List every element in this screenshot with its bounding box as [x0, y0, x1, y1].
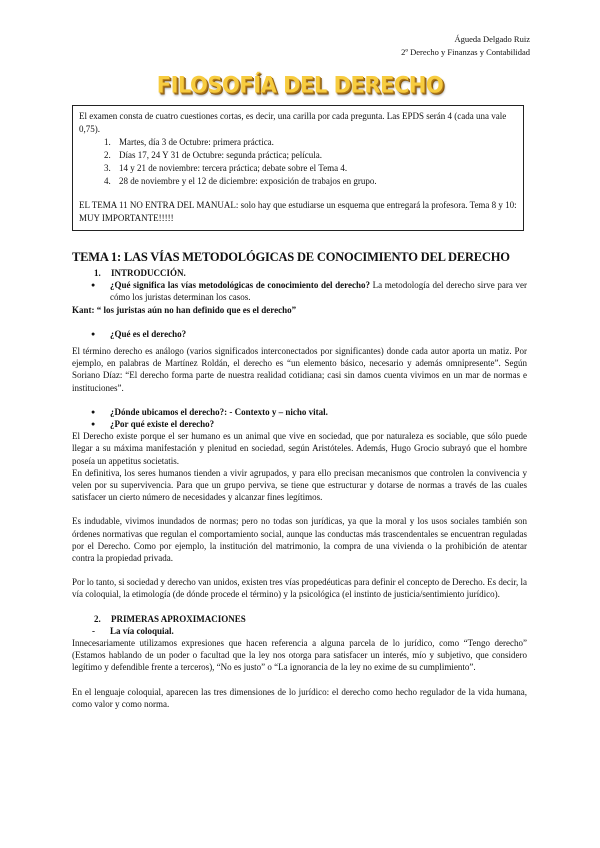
title-part-3: DERECHO: [333, 72, 444, 98]
question-text: ¿Por qué existe el derecho?: [110, 419, 215, 430]
answer-text: La metodología del derecho sirve para ver cómo los juristas determinan los casos.: [110, 280, 527, 303]
schedule-item: 2. Días 17, 24 Y 31 de Octubre: segunda práctica; película.: [113, 149, 517, 162]
schedule-list: [79, 136, 517, 188]
kant-label: Kant: [72, 304, 92, 315]
kant-quote-text: : “ los juristas aún no han definido que es el derecho”: [91, 304, 297, 315]
section-title: PRIMERAS APROXIMACIONES: [111, 613, 246, 624]
kant-quote: [72, 304, 527, 316]
question-item: [72, 418, 527, 430]
question-text: ¿Dónde ubicamos el derecho?: - Contexto y – nicho vital.: [110, 406, 328, 417]
schedule-item: 4. 28 de noviembre y el 12 de diciembre: exposición de trabajos en grupo.: [113, 175, 517, 188]
section-heading: [72, 613, 527, 625]
paragraph: En el lenguaje coloquial, aparecen las tres dimensiones de lo jurídico: el derecho como hecho regulador de la vida humana, como valor y como norma.: [72, 686, 527, 709]
paragraph: En definitiva, los seres humanos tienden a vivir agrupados, y para ello precisan mecanismos que controlen la convivencia y velen por su supervivencia. Para que un grupo perviva, se tiene que estructurar y dotarse de normas a través de las cuales satisfacer un cierto número de necesidades y alcanzar fines legítimos.: [72, 467, 527, 503]
notice-intro: El examen consta de cuatro cuestiones cortas, es decir, una carilla por cada pregunta. Las EPDS serán 4 (cada una vale 0,75).: [79, 111, 507, 134]
section-number: 2.: [94, 613, 101, 624]
paragraph: El término derecho es análogo (varios significados interconectados por significantes) donde cada autor aporta un matiz. Por ejemplo, en palabras de Martínez Roldán, el derecho es “un elemento básico, necesario y además omnipresente”. Según Soriano Díaz: “El derecho forma parte de nuestra realidad cotidiana; casi sin damos cuenta vivimos en un mar de normas e instituciones”.: [72, 346, 527, 393]
subsection-heading: - La vía coloquial.: [72, 625, 527, 637]
question-item: [72, 279, 527, 303]
paragraph: Es indudable, vivimos inundados de normas; pero no todas son jurídicas, ya que la moral y los usos sociales también son órdenes normativas que regulan el comportamiento social, aunque las conductas más trascendentales se encuentran reguladas por el Derecho. Como por ejemplo, la institución del matrimonio, la compra de una vivienda o la prohibición de atentar contra la propiedad privada.: [72, 516, 527, 564]
course-name: 2º Derecho y Finanzas y Contabilidad: [401, 47, 530, 57]
schedule-item: 3. 14 y 21 de noviembre: tercera práctica; debate sobre el Tema 4.: [113, 162, 517, 175]
paragraph: El Derecho existe porque el ser humano es un animal que vive en sociedad, que por naturaleza es sociable, que sólo puede llegar a su máxima manifestación y plenitud en sociedad, según Aristóteles. Además, Hugo Grocio subrayó que el hombre poseía un appetitus societatis.: [72, 431, 527, 466]
document-body: [72, 250, 527, 710]
author-name: Águeda Delgado Ruiz: [454, 34, 530, 44]
schedule-item: 1. Martes, día 3 de Octubre: primera práctica.: [113, 136, 517, 149]
title-part-1: FILOSOFÍA: [156, 72, 277, 98]
question-item: [72, 328, 527, 340]
question-text: ¿Qué es el derecho?: [110, 328, 187, 339]
section-heading: [72, 267, 527, 279]
paragraph: Innecesariamente utilizamos expresiones que hacen referencia a alguna parcela de lo jurídico, como “Tengo derecho” (Estamos hablando de un poder o facultad que la ley nos otorga para satisfacer un interés, mío y subjetivo, que considero legítimo y defendible frente a terceros), “No es justo” o “La ignorancia de la ley no exime de su cumplimiento”.: [72, 638, 527, 673]
notice-note: EL TEMA 11 NO ENTRA DEL MANUAL: solo hay que estudiarse un esquema que entregará la profesora. Tema 8 y 10: MUY IMPORTANTE!!!!!: [79, 200, 517, 223]
tema-title: TEMA 1: LAS VÍAS METODOLÓGICAS DE CONOCIMIENTO DEL DERECHO: [72, 250, 510, 264]
title-part-2: DEL: [283, 72, 327, 98]
section-number: 1.: [94, 268, 101, 278]
section-title: INTRODUCCIÓN.: [111, 268, 186, 278]
document-title: [0, 72, 600, 97]
exam-notice-box: [72, 105, 524, 231]
paragraph: Por lo tanto, si sociedad y derecho van unidos, existen tres vías propedéuticas para definir el concepto de Derecho. Es decir, la vía coloquial, la etimología (de dónde procede el término) y la psicológica (el instinto de justicia/sentimiento jurídico).: [72, 577, 527, 600]
question-item: [72, 406, 527, 418]
document-header: [401, 33, 530, 59]
question-text: ¿Qué significa las vías metodológicas de conocimiento del derecho?: [110, 280, 371, 291]
